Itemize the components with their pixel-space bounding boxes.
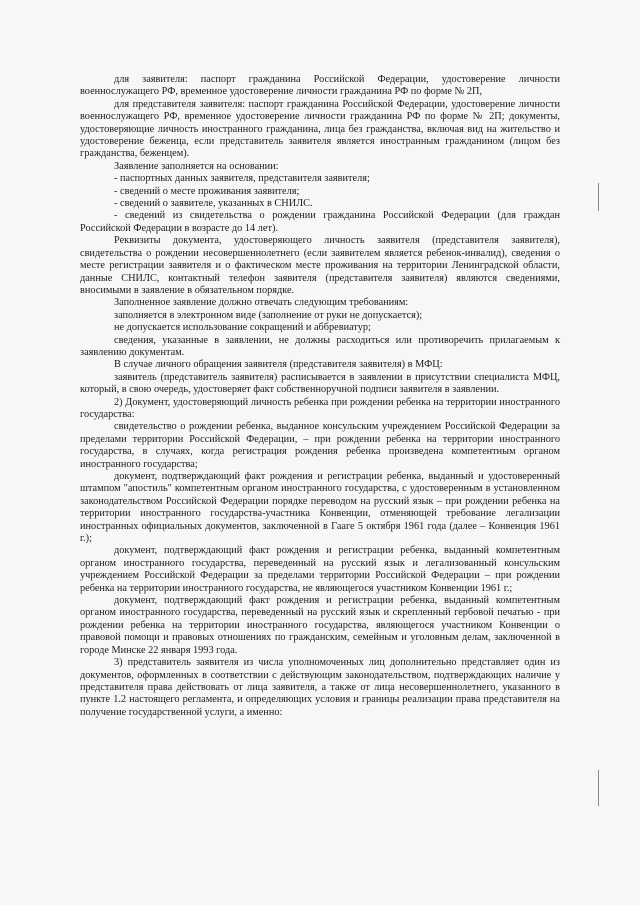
list-item: - сведений о месте проживания заявителя; <box>114 185 300 197</box>
list-item: - сведений из свидетельства о рождении гражданина Российской Федерации (для граждан Российской Федерации в возрасте до 14 лет). <box>80 210 560 234</box>
paragraph: заполняется в электронном виде (заполнение от руки не допускается); <box>114 309 423 321</box>
scan-margin-mark <box>598 183 599 211</box>
paragraph: Реквизиты документа, удостоверяющего личность заявителя (представителя заявителя), свидетельства о рождении несовершеннолетнего (если заявителем является ребенок-инвалид), сведения о месте регистрации заявителя и о фактическом месте проживания на территории Ленинградской области, данные СНИЛС, контактный телефон заявителя (представителя заявителя) являются сведениями, вносимыми в заявление в обязательном порядке. <box>80 235 560 296</box>
list-item: - сведений о заявителе, указанных в СНИЛС. <box>114 198 313 210</box>
paragraph: не допускается использование сокращений и аббревиатур; <box>114 322 371 334</box>
paragraph: заявитель (представитель заявителя) расписывается в заявлении в присутствии специалиста МФЦ, который, в свою очередь, удостоверяет факт собственноручной подписи заявителя в заявлении. <box>80 371 560 396</box>
scan-margin-mark <box>598 770 599 806</box>
paragraph: документ, подтверждающий факт рождения и регистрации ребенка, выданный и удостоверенный штампом "апостиль" компетентным органом иностранного государства, с удостоверенным в установленном законодательством Российской Федерации порядке переводом на русский язык – при рождении ребенка на территории иностранного государства-участника Конвенции, отменяющей требование легализации иностранных официальных документов, заключенной в Гааге 5 октября 1961 года (далее – Конвенция 1961 г.); <box>80 471 560 545</box>
paragraph: 2) Документ, удостоверяющий личность ребенка при рождении ребенка на территории иностранного государства: <box>80 396 560 420</box>
paragraph: В случае личного обращения заявителя (представителя заявителя) в МФЦ: <box>114 359 443 371</box>
paragraph: документ, подтверждающий факт рождения и регистрации ребенка, выданный компетентным органом иностранного государства, переведенный на русский язык и скрепленный гербовой печатью - при рождении ребенка на территории иностранного государства, являющегося участником Конвенции о правовой помощи и правовых отношениях по гражданским, семейным и уголовным делам, заключенной в городе Минске 22 января 1993 года. <box>80 595 560 656</box>
document-page <box>80 74 560 719</box>
paragraph: для представителя заявителя: паспорт гражданина Российской Федерации, удостоверение личности военнослужащего РФ, временное удостоверение личности гражданина РФ по форме № 2П; документы, удостоверяющие личность иностранного гражданина, лица без гражданства, включая вид на жительство и удостоверение беженца, если представитель заявителя является иностранным гражданином (лицом без гражданства, беженцем). <box>80 98 560 160</box>
paragraph: Заявление заполняется на основании: <box>114 160 279 172</box>
paragraph: свидетельство о рождении ребенка, выданное консульским учреждением Российской Федерации за пределами территории Российской Федерации, – при рождении ребенка на территории иностранного государства, в случаях, когда регистрация рождения ребенка произведена компетентным органом иностранного государства; <box>80 421 560 470</box>
list-item: - паспортных данных заявителя, представителя заявителя; <box>114 173 370 185</box>
paragraph: сведения, указанные в заявлении, не должны расходиться или противоречить прилагаемым к заявлению документам. <box>80 334 560 358</box>
paragraph: для заявителя: паспорт гражданина Российской Федерации, удостоверение личности военнослужащего РФ, временное удостоверение личности гражданина РФ по форме № 2П, <box>80 74 560 98</box>
paragraph: 3) представитель заявителя из числа уполномоченных лиц дополнительно представляет один из документов, оформленных в соответствии с действующим законодательством, подтверждающих наличие у представителя права действовать от лица заявителя, а также от лица несовершеннолетнего, указанного в пункте 1.2 настоящего регламента, и определяющих условия и границы реализации права представителя на получение государственной услуги, а именно: <box>80 657 560 718</box>
paragraph: документ, подтверждающий факт рождения и регистрации ребенка, выданный компетентным органом иностранного государства, переведенный на русский язык и легализованный консульским учреждением Российской Федерации за пределами территории Российской Федерации – при рождении ребенка на территории иностранного государства, не являющегося участником Конвенции 1961 г.; <box>80 545 560 594</box>
paragraph: Заполненное заявление должно отвечать следующим требованиям: <box>114 297 409 309</box>
